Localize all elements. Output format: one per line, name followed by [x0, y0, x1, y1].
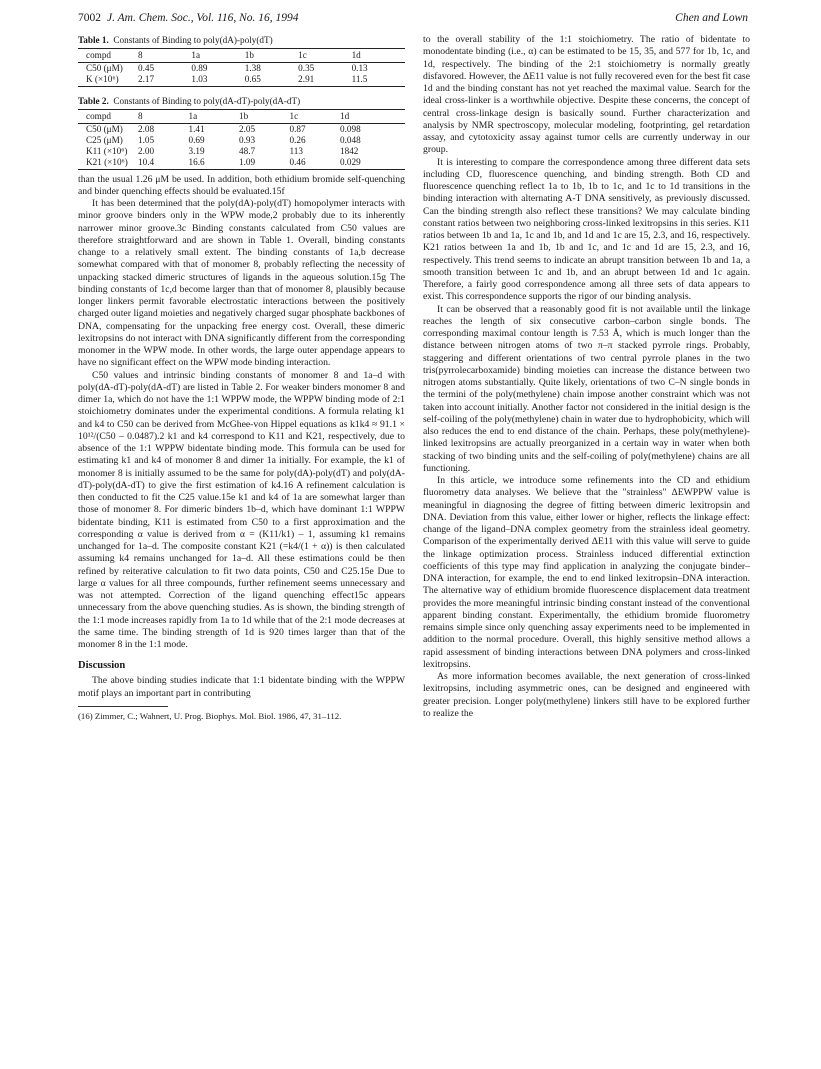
table-1-header-row — [78, 49, 405, 63]
table-2-cell: 48.7 — [239, 146, 256, 157]
table-1-grid — [78, 48, 405, 87]
table-1-column-header: 1a — [191, 49, 244, 63]
right-paragraph: It can be observed that a reasonably good fit is not available until the linkage reaches the length of six consecutive carbon–carbon single bonds. The corresponding maximal contour length is 7.53 Å, which is much longer than the distance between nitrogen atoms of two π–π stacked pyrrole rings. Probably, staggering and different orientations of two central pyrrole planes in the two tris(pyrrolecarboxamide) binding moieties can increase the distance between two nitrogen atoms substantially. Quite likely, orientations of two C–N single bonds in the termini of the poly(methylene) chain impose another constraint which was not taken into account initially. Another factor not considered in the initial design is the self-coiling of the poly(methylene) chain in water due to hydrophobicity, which will also reduces the end to end distance of the chain. Perhaps, these poly(methylene)-linked lexitropsins are actually preorganized in a certain way in water when both stacking of two binding units and the self-coiling of poly(methylene) chains are all functioning. — [423, 303, 750, 474]
right-paragraph: to the overall stability of the 1:1 stoichiometry. The ratio of bidentate to monodentate binding (i.e., α) can be estimated to be 15, 35, and 577 for 1b, 1c, and 1d, respectively. The binding of the 2:1 stoichiometry is normally greatly disfavored. However, the ΔE11 value is not fully recovered even for the best fit case 1d and the binding constant has not yet reached the maximal value. Search for the ideal cross-linker is a worthwhile objective. Despite these concerns, the concept of central cross-linkage design is basically sound. Further characterization and analysis by NMR spectroscopy, molecular modeling, footprinting, gel retardation assay, and cytotoxicity assay against tumor cells are currently underway in our group. — [423, 34, 750, 156]
table-2-caption — [78, 95, 405, 107]
table-1-cell: 0.13 — [351, 63, 368, 74]
table-1-cell: 1.38 — [244, 63, 261, 74]
table-2 — [78, 95, 405, 170]
table-2-cell: 113 — [289, 146, 303, 157]
table-2-cell: K11 (×10⁶) — [86, 146, 128, 157]
table-2-cell: 1.05 — [138, 135, 155, 146]
table-2-cell: 2.00 — [138, 146, 155, 157]
table-1-cell: 0.35 — [298, 63, 315, 74]
journal-citation: J. Am. Chem. Soc., Vol. 116, No. 16, 1994 — [107, 12, 299, 24]
discussion-heading: Discussion — [78, 660, 126, 672]
table-2-column-header: 8 — [138, 109, 189, 123]
table-2-label: Table 2. — [78, 95, 109, 106]
left-column — [78, 34, 405, 722]
table-1-cell: 0.89 — [191, 63, 208, 74]
table-1-column-header: 8 — [138, 49, 191, 63]
table-1-cell: 11.5 — [352, 74, 405, 86]
table-2-cell: 0.029 — [340, 157, 405, 169]
table-2-column-header: 1b — [239, 109, 290, 123]
table-2-cell: 1.09 — [239, 157, 290, 169]
discussion-paragraph: The above binding studies indicate that 1:1 bidentate binding with the WPPW motif plays an important part in contributing — [78, 675, 405, 699]
table-2-cell: K21 (×10⁶) — [78, 157, 138, 169]
table-1-column-header: 1c — [298, 49, 351, 63]
table-2-cell: 2.08 — [138, 123, 155, 134]
table-2-cell: C50 (μM) — [86, 123, 123, 134]
table-1-column-header: 1b — [245, 49, 298, 63]
table-1-cell: 0.45 — [138, 63, 155, 74]
table-2-row — [78, 157, 405, 169]
right-paragraph: As more information becomes available, the next generation of cross-linked lexitropsins, including asymmetric ones, can be designed and engineered with greater precision. Longer poly(methylene) linkers still have to be explored further to realize the — [423, 671, 750, 719]
running-authors: Chen and Lown — [675, 12, 748, 24]
table-2-cell: 0.87 — [289, 123, 306, 134]
table-2-column-header: compd — [78, 109, 138, 123]
table-2-column-header: 1a — [189, 109, 240, 123]
header-left — [78, 10, 299, 26]
table-1-cell: 1.03 — [191, 74, 244, 86]
table-2-cell: 10.4 — [138, 157, 189, 169]
left-paragraph: C50 values and intrinsic binding constants of monomer 8 and 1a–d with poly(dA-dT)-poly(dA-dT) are listed in Table 2. For weaker binders monomer 8 and dimer 1a, which do not have the 1:1 WPPW mode, the WPPW binding mode of 2:1 stoichiometry dominates under the experimental conditions. A formula relating k1 and k4 to C50 can be derived from McGhee-von Hippel equations as k1k4 ≈ 91.1 × 10¹²/(C50 – 0.0487).2 k1 and k4 correspond to K11 and K21, respectively, due to absence of the 1:1 WPPW bidentate binding mode. This formula can be used for estimating k1 and k4 of monomer 8 and dimer 1a initially. For example, the k1 of monomer 8 is initially assumed to be the same for poly(dA)-poly(dT) and poly(dA-dT)-poly(dA-dT) to give the first estimation of k4.16 A refinement calculation is then conducted to fit the C25 value.15e k1 and k4 of 1a are somewhat larger than those of monomer 8. For dimeric binders 1b–d, which have dominant 1:1 WPPW bidentate binding, K11 is estimated from C50 to a first approximation and the corresponding α value is derived from α = (K11/k1) – 1, assuming k1 remains unchanged for 1a–d. The composite constant K21 (=k4/(1 + α)) is then calculated assuming k4 remains unchanged for 1a–d. All these estimations could be then refined by reiterative calculation to fit two data points, C50 and C25.15e Due to large α values for all three compounds, further refinement seems unnecessary and was not attempted. Correction of the ligand quenching effect15c appears unnecessary from the above quenching studies. As is shown, the binding strength of the 1:1 mode increases rapidly from 1a to 1d while that of the 2:1 mode decreases at the same time. The binding strength of 1d is 920 times larger than that of the monomer 8 in the 1:1 mode. — [78, 369, 405, 651]
table-2-cell: 0.26 — [289, 135, 306, 146]
table-2-cell: 3.19 — [188, 146, 205, 157]
table-2-cell: 1842 — [340, 146, 359, 157]
table-2-row — [78, 146, 405, 157]
table-1-cell: K (×10⁶) — [78, 74, 138, 86]
table-2-column-header: 1c — [290, 109, 341, 123]
table-2-cell: C25 (μM) — [86, 135, 123, 146]
table-2-cell: 1.41 — [188, 123, 205, 134]
table-2-header-row — [78, 109, 405, 123]
table-2-row — [78, 135, 405, 146]
table-1-row — [78, 63, 405, 75]
table-1-column-header: 1d — [352, 49, 405, 63]
table-1-title: Constants of Binding to poly(dA)-poly(dT) — [113, 35, 273, 45]
table-2-grid — [78, 109, 405, 170]
footnote-divider — [78, 706, 168, 707]
table-2-column-header: 1d — [340, 109, 405, 123]
table-1-cell: 2.91 — [298, 74, 351, 86]
footnote: (16) Zimmer, C.; Wahnert, U. Prog. Biophys. Mol. Biol. 1986, 47, 31–112. — [78, 710, 342, 721]
table-1-column-header: compd — [78, 49, 138, 63]
table-2-cell: 0.098 — [340, 123, 361, 134]
right-paragraph: In this article, we introduce some refinements into the CD and ethidium fluorometry data analyses. We believe that the "strainless" ΔEWPPW value is meaningful in diagnosing the degree of fitting between dimeric lexitropsin and DNA. Deviation from this value, either lower or higher, reflects the linkage effect: change of the ligand–DNA complex geometry from the strainless ideal geometry. Comparison of the experimentally derived ΔE11 with this value will serve to guide the linkage optimization process. Strainless induced differential extinction coefficients of this type may find application in analyzing the conjugate binder–DNA interaction, for example, the end to end linked lexitropsin–DNA interaction. The alternative way of ethidium bromide fluorescence displacement data treatment provides the more meaningful intrinsic binding constant instead of the conventional apparent binding constant. Experimentally, the ethidium bromide fluorometry remains simple since only quenching assay experiments need to be implemented in addition to the normal procedure. Overall, this highly sensitive method allows a rapid assessment of binding interactions between DNA polymers and cross-linked lexitropsins. — [423, 475, 750, 670]
table-1-cell: 2.17 — [138, 74, 191, 86]
table-2-cell: 0.46 — [290, 157, 341, 169]
table-2-cell: 16.6 — [189, 157, 240, 169]
table-1-label: Table 1. — [78, 35, 109, 45]
page-header — [78, 10, 748, 26]
table-2-cell: 0.93 — [239, 135, 256, 146]
left-paragraph: than the usual 1.26 μM be used. In addition, both ethidium bromide self-quenching and binder quenching effects should be evaluated.15f — [78, 173, 405, 197]
right-paragraph: It is interesting to compare the correspondence among three different data sets including CD, fluorescence quenching, and binding strength. Both CD and fluorescence quenching reflect 1a to 1b, 1b to 1c, and 1c to 1d transitions in the binding interaction with alternating A-T DNA sensitively, as previously discussed. Can the binding strength also reflect these transitions? We may calculate binding constant ratios between two neighboring cross-linked lexitropsins in this series. K11 ratios between 1b and 1a, 1c and 1b, and 1d and 1c are 15, 2.3, and 16, respectively. K21 ratios between 1a and 1b, 1b and 1c, and 1c and 1d are 15, 2.3, and 16, respectively. This trend seems to indicate an abrupt transition between 1b and 1a, a smooth transition between 1c and 1b, and an abrupt between 1d and 1c again. Therefore, a fairly good correspondence among all three sets of data appears to exist. This correspondence supports the rigor of our binding analysis. — [423, 156, 750, 303]
table-1-caption — [78, 34, 405, 46]
left-paragraph: It has been determined that the poly(dA)-poly(dT) homopolymer interacts with minor groove binders only in the WPW mode,2 probably due to its inherently narrower minor groove.3c Binding constants calculated from C50 values are therefore straightforward and are shown in Table 1. Overall, binding constants change to a relatively small extent. The binding constants of 1a,b decrease somewhat compared with that of monomer 8, probably reflecting the necessity of unpacking stacked dimeric structures of ligands in the aqueous solution.15g The binding constants of 1c,d become larger than that of monomer 8, plausibly because longer linkers permit favorable electrostatic interactions between the positively charged outer ligand moieties and negatively charged sugar phosphate backbones of DNA, compensating for the unpacking free energy cost. Overall, these dimeric lexitropsins do not interact with DNA significantly different from the corresponding monomer in the WPW mode. In other words, the large outer appendage appears to have no significant effect on the WPW mode binding interaction. — [78, 198, 405, 369]
table-2-title: Constants of Binding to poly(dA-dT)-poly(dA-dT) — [113, 95, 301, 106]
table-1-row — [78, 74, 405, 86]
table-2-row — [78, 123, 405, 135]
table-1-body — [78, 63, 405, 86]
table-2-body — [78, 123, 405, 169]
table-2-cell: 0.69 — [188, 135, 205, 146]
table-1-cell: 0.65 — [245, 74, 298, 86]
table-2-cell: 2.05 — [239, 123, 256, 134]
right-column — [423, 34, 750, 720]
table-1 — [78, 34, 405, 87]
page-number: 7002 — [78, 12, 101, 24]
table-1-cell: C50 (μM) — [86, 63, 123, 74]
table-2-cell: 0.048 — [340, 135, 361, 146]
